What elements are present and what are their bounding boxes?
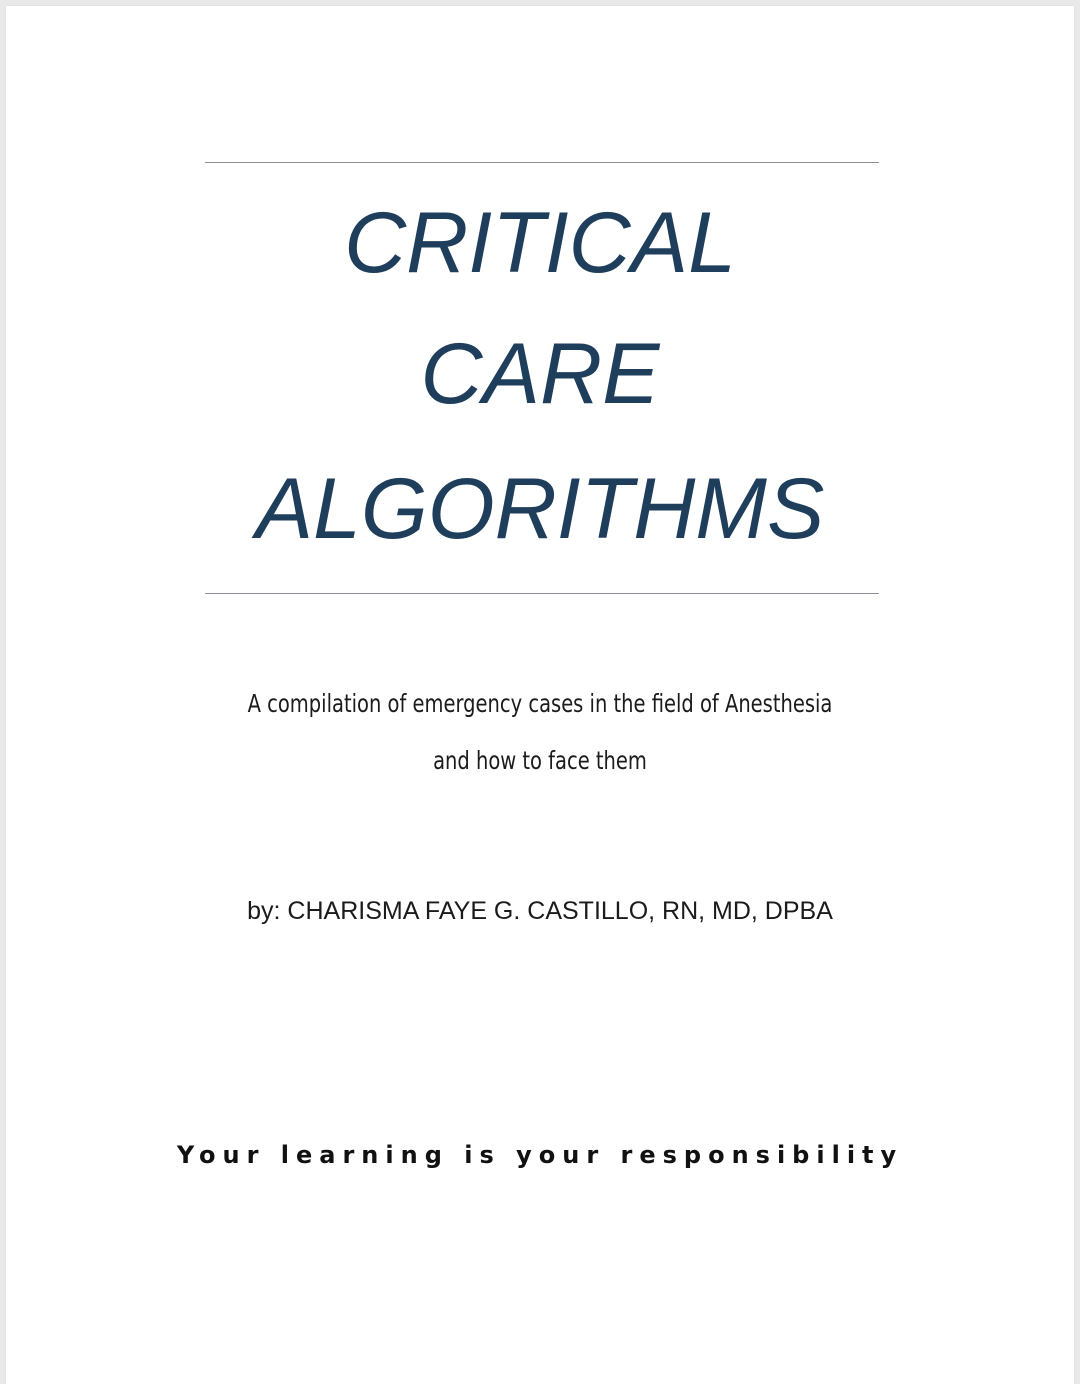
motto: Your learning is your responsibility (176, 1141, 904, 1169)
title-line-2: CARE (420, 326, 660, 422)
title-line-3: ALGORITHMS (255, 461, 825, 557)
title-line-1: CRITICAL (344, 195, 736, 291)
bottom-divider (205, 593, 879, 594)
subtitle-line-1: A compilation of emergency cases in the field of Anesthesia (247, 689, 833, 718)
subtitle-line-2: and how to face them (433, 746, 647, 775)
document-page (6, 6, 1074, 1384)
author-line: by: CHARISMA FAYE G. CASTILLO, RN, MD, DPBA (247, 897, 833, 925)
top-divider (205, 162, 879, 163)
